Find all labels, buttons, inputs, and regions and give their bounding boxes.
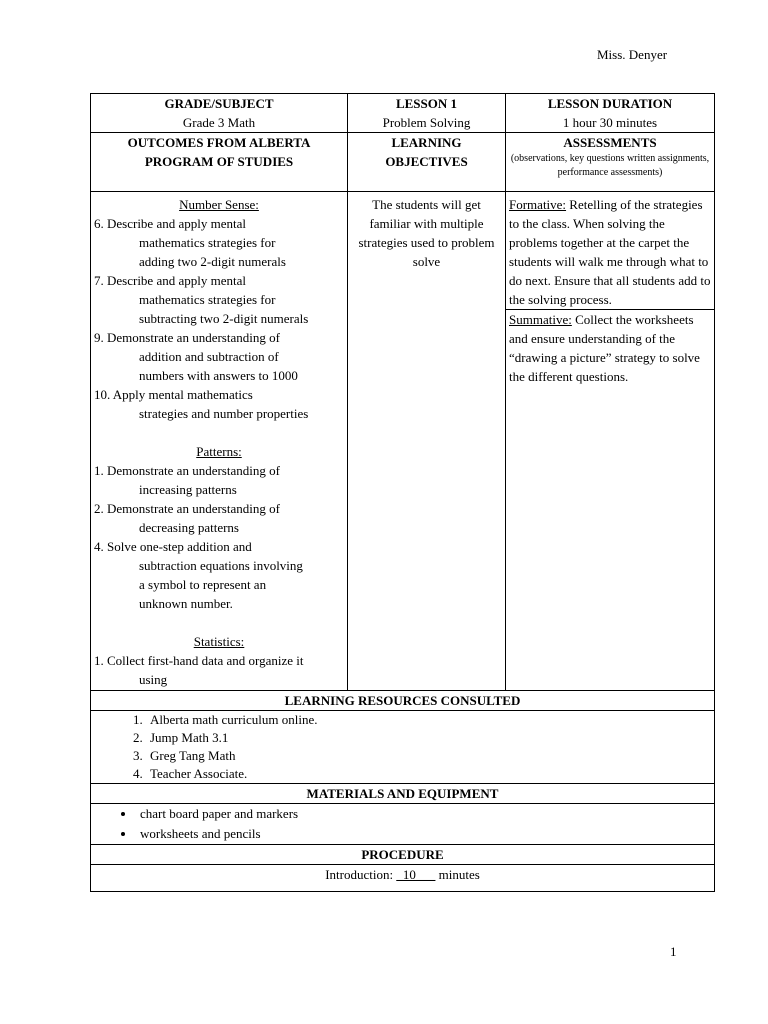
- procedure-heading: PROCEDURE: [91, 845, 715, 865]
- objectives-heading: [348, 133, 506, 192]
- patterns-item-continued: a symbol to represent an: [139, 577, 267, 592]
- material-item: • chart board paper and markers: [136, 804, 711, 824]
- lesson-plan-table: [90, 93, 715, 892]
- resource-item: 2. Jump Math 3.1: [146, 729, 711, 747]
- header-row: [91, 94, 715, 133]
- number-sense-item-continued: numbers with answers to 1000: [139, 368, 298, 383]
- page-number: 1: [670, 944, 677, 959]
- content-row: [91, 192, 715, 691]
- patterns-item: 2. Demonstrate an understanding of: [94, 501, 280, 516]
- number-sense-item: 6. Describe and apply mental: [94, 216, 246, 231]
- procedure-intro-cell: [91, 865, 715, 892]
- outcomes-heading-line1: OUTCOMES FROM ALBERTA: [127, 135, 311, 150]
- lesson-label: LESSON 1: [395, 96, 458, 111]
- procedure-heading-row: [91, 845, 715, 865]
- assessment-cell: [506, 192, 715, 691]
- formative-text: Retelling of the strategies to the class. When solving the problems together at the carpet the students will walk me through what to do next. Ensure that all students add to the solving process.: [509, 197, 711, 307]
- statistics-heading: Statistics:: [193, 634, 245, 649]
- grade-subject-cell: [91, 94, 348, 133]
- assessments-heading: [506, 133, 715, 192]
- number-sense-item: 10. Apply mental mathematics: [94, 387, 253, 402]
- objectives-heading-line1: LEARNING: [391, 135, 462, 150]
- statistics-item: 1. Collect first-hand data and organize it: [94, 653, 304, 668]
- objectives-text: The students will get familiar with multiple strategies used to problem solve: [358, 197, 495, 269]
- patterns-item-continued: subtraction equations involving: [139, 558, 303, 573]
- formative-label: Formative:: [509, 197, 567, 212]
- resources-cell: [91, 711, 715, 784]
- materials-list: [94, 804, 711, 844]
- patterns-item-continued: unknown number.: [139, 596, 233, 611]
- number-sense-item: 7. Describe and apply mental: [94, 273, 246, 288]
- formative-assessment: [509, 195, 711, 309]
- objectives-heading-line2: OBJECTIVES: [385, 154, 468, 169]
- materials-heading: MATERIALS AND EQUIPMENT: [91, 784, 715, 804]
- resource-item: 3. Greg Tang Math: [146, 747, 711, 765]
- patterns-item: 4. Solve one-step addition and: [94, 539, 252, 554]
- number-sense-item-continued: mathematics strategies for: [139, 292, 276, 307]
- assessments-heading-title: ASSESSMENTS: [563, 135, 657, 150]
- materials-heading-row: [91, 784, 715, 804]
- patterns-item-continued: increasing patterns: [139, 482, 237, 497]
- resources-row: [91, 711, 715, 784]
- summative-label: Summative:: [509, 312, 572, 327]
- patterns-item: 1. Demonstrate an understanding of: [94, 463, 280, 478]
- statistics-item-continued: using: [139, 672, 168, 687]
- duration-cell: [506, 94, 715, 133]
- resources-heading-row: [91, 691, 715, 711]
- grade-subject-label: GRADE/SUBJECT: [164, 96, 274, 111]
- number-sense-heading: Number Sense:: [179, 197, 259, 212]
- number-sense-item: 9. Demonstrate an understanding of: [94, 330, 280, 345]
- summative-text: Collect the worksheets and ensure understanding of the “drawing a picture” strategy to solve the different questions.: [509, 312, 700, 384]
- patterns-item-continued: decreasing patterns: [139, 520, 239, 535]
- resources-heading: LEARNING RESOURCES CONSULTED: [91, 691, 715, 711]
- resource-item: 1. Alberta math curriculum online.: [146, 711, 711, 729]
- intro-minutes: _10___: [396, 867, 436, 882]
- number-sense-list: [94, 214, 344, 423]
- duration-value: 1 hour 30 minutes: [562, 115, 658, 130]
- objectives-cell: [348, 192, 506, 691]
- number-sense-item-continued: adding two 2-digit numerals: [139, 254, 286, 269]
- number-sense-item-continued: subtracting two 2-digit numerals: [139, 311, 309, 326]
- patterns-list: [94, 461, 344, 613]
- summative-assessment: [506, 309, 714, 386]
- number-sense-item-continued: strategies and number properties: [139, 406, 309, 421]
- number-sense-item-continued: mathematics strategies for: [139, 235, 276, 250]
- materials-cell: [91, 804, 715, 845]
- grade-subject-value: Grade 3 Math: [182, 115, 256, 130]
- duration-label: LESSON DURATION: [547, 96, 673, 111]
- outcomes-heading: [91, 133, 348, 192]
- outcomes-heading-line2: PROGRAM OF STUDIES: [144, 154, 294, 169]
- number-sense-item-continued: addition and subtraction of: [139, 349, 279, 364]
- outcomes-cell: [91, 192, 348, 691]
- column-heading-row: [91, 133, 715, 192]
- intro-label: Introduction:: [325, 867, 397, 882]
- material-item: • worksheets and pencils: [136, 824, 711, 844]
- materials-row: [91, 804, 715, 845]
- resource-item: 4. Teacher Associate.: [146, 765, 711, 783]
- assessments-heading-note: (observations, key questions written assignments, performance assessments): [510, 153, 710, 178]
- resources-list: [94, 711, 711, 783]
- statistics-list: [94, 651, 344, 689]
- lesson-value: Problem Solving: [382, 115, 471, 130]
- lesson-cell: [348, 94, 506, 133]
- intro-unit: minutes: [435, 867, 480, 882]
- procedure-row: [91, 865, 715, 892]
- patterns-heading: Patterns:: [196, 444, 242, 459]
- author-name: Miss. Denyer: [597, 47, 668, 62]
